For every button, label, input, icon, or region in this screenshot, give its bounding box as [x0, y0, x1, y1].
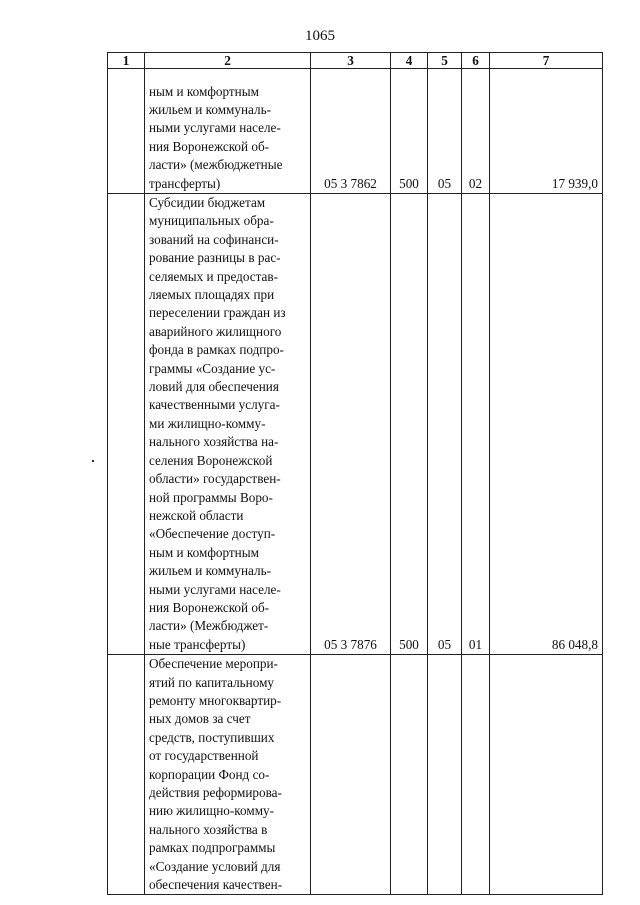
budget-table [107, 52, 603, 895]
scan-artifact-dot [92, 460, 94, 462]
row-number-cell [108, 69, 145, 194]
code-cell [311, 655, 391, 895]
description-cell: ным и комфортным жильем и коммуналь- ными услугами населе- ния Воронежской об- ласти» (межбюджетные трансферты) [145, 69, 311, 194]
table-row [108, 194, 603, 655]
header-cell-2: 2 [145, 53, 311, 69]
expense-type-cell: 500 [391, 194, 428, 655]
code-cell: 05 3 7862 [311, 69, 391, 194]
section-cell: 05 [428, 69, 462, 194]
expense-type-cell: 500 [391, 69, 428, 194]
table-row [108, 655, 603, 895]
subsection-cell: 01 [462, 194, 490, 655]
subsection-cell: 02 [462, 69, 490, 194]
expense-type-cell [391, 655, 428, 895]
header-cell-5: 5 [428, 53, 462, 69]
amount-cell: 86 048,8 [490, 194, 603, 655]
header-cell-6: 6 [462, 53, 490, 69]
amount-cell: 17 939,0 [490, 69, 603, 194]
header-cell-7: 7 [490, 53, 603, 69]
page-number: 1065 [305, 28, 335, 44]
header-cell-3: 3 [311, 53, 391, 69]
table-row [108, 69, 603, 194]
section-cell [428, 655, 462, 895]
section-cell: 05 [428, 194, 462, 655]
subsection-cell [462, 655, 490, 895]
header-cell-1: 1 [108, 53, 145, 69]
description-cell: Обеспечение меропри- ятий по капитальному ремонту многоквартир- ных домов за счет средств, поступивших от государственной корпорации Фонд со- действия реформирова- нию жилищно-комму- нального хозяйства в рамках подпрограммы «Создание условий для обеспечения качествен- [145, 655, 311, 895]
row-number-cell [108, 194, 145, 655]
header-row [108, 53, 603, 69]
amount-cell [490, 655, 603, 895]
row-number-cell [108, 655, 145, 895]
code-cell: 05 3 7876 [311, 194, 391, 655]
description-cell: Субсидии бюджетам муниципальных обра- зований на софинанси- рование разницы в рас- селяемых и предостав- ляемых площадях при переселении граждан из аварийного жилищного фонда в рамках подпро- граммы «Создание ус- ловий для обеспечения качественными услуга- ми жилищно-комму- нального хозяйства на- селения Воронежской области» государствен- ной программы Воро- нежской области «Обеспечение доступ- ным и комфортным жильем и коммуналь- ными услугами населе- ния Воронежской об- ласти» (Межбюджет- ные трансферты) [145, 194, 311, 655]
header-cell-4: 4 [391, 53, 428, 69]
